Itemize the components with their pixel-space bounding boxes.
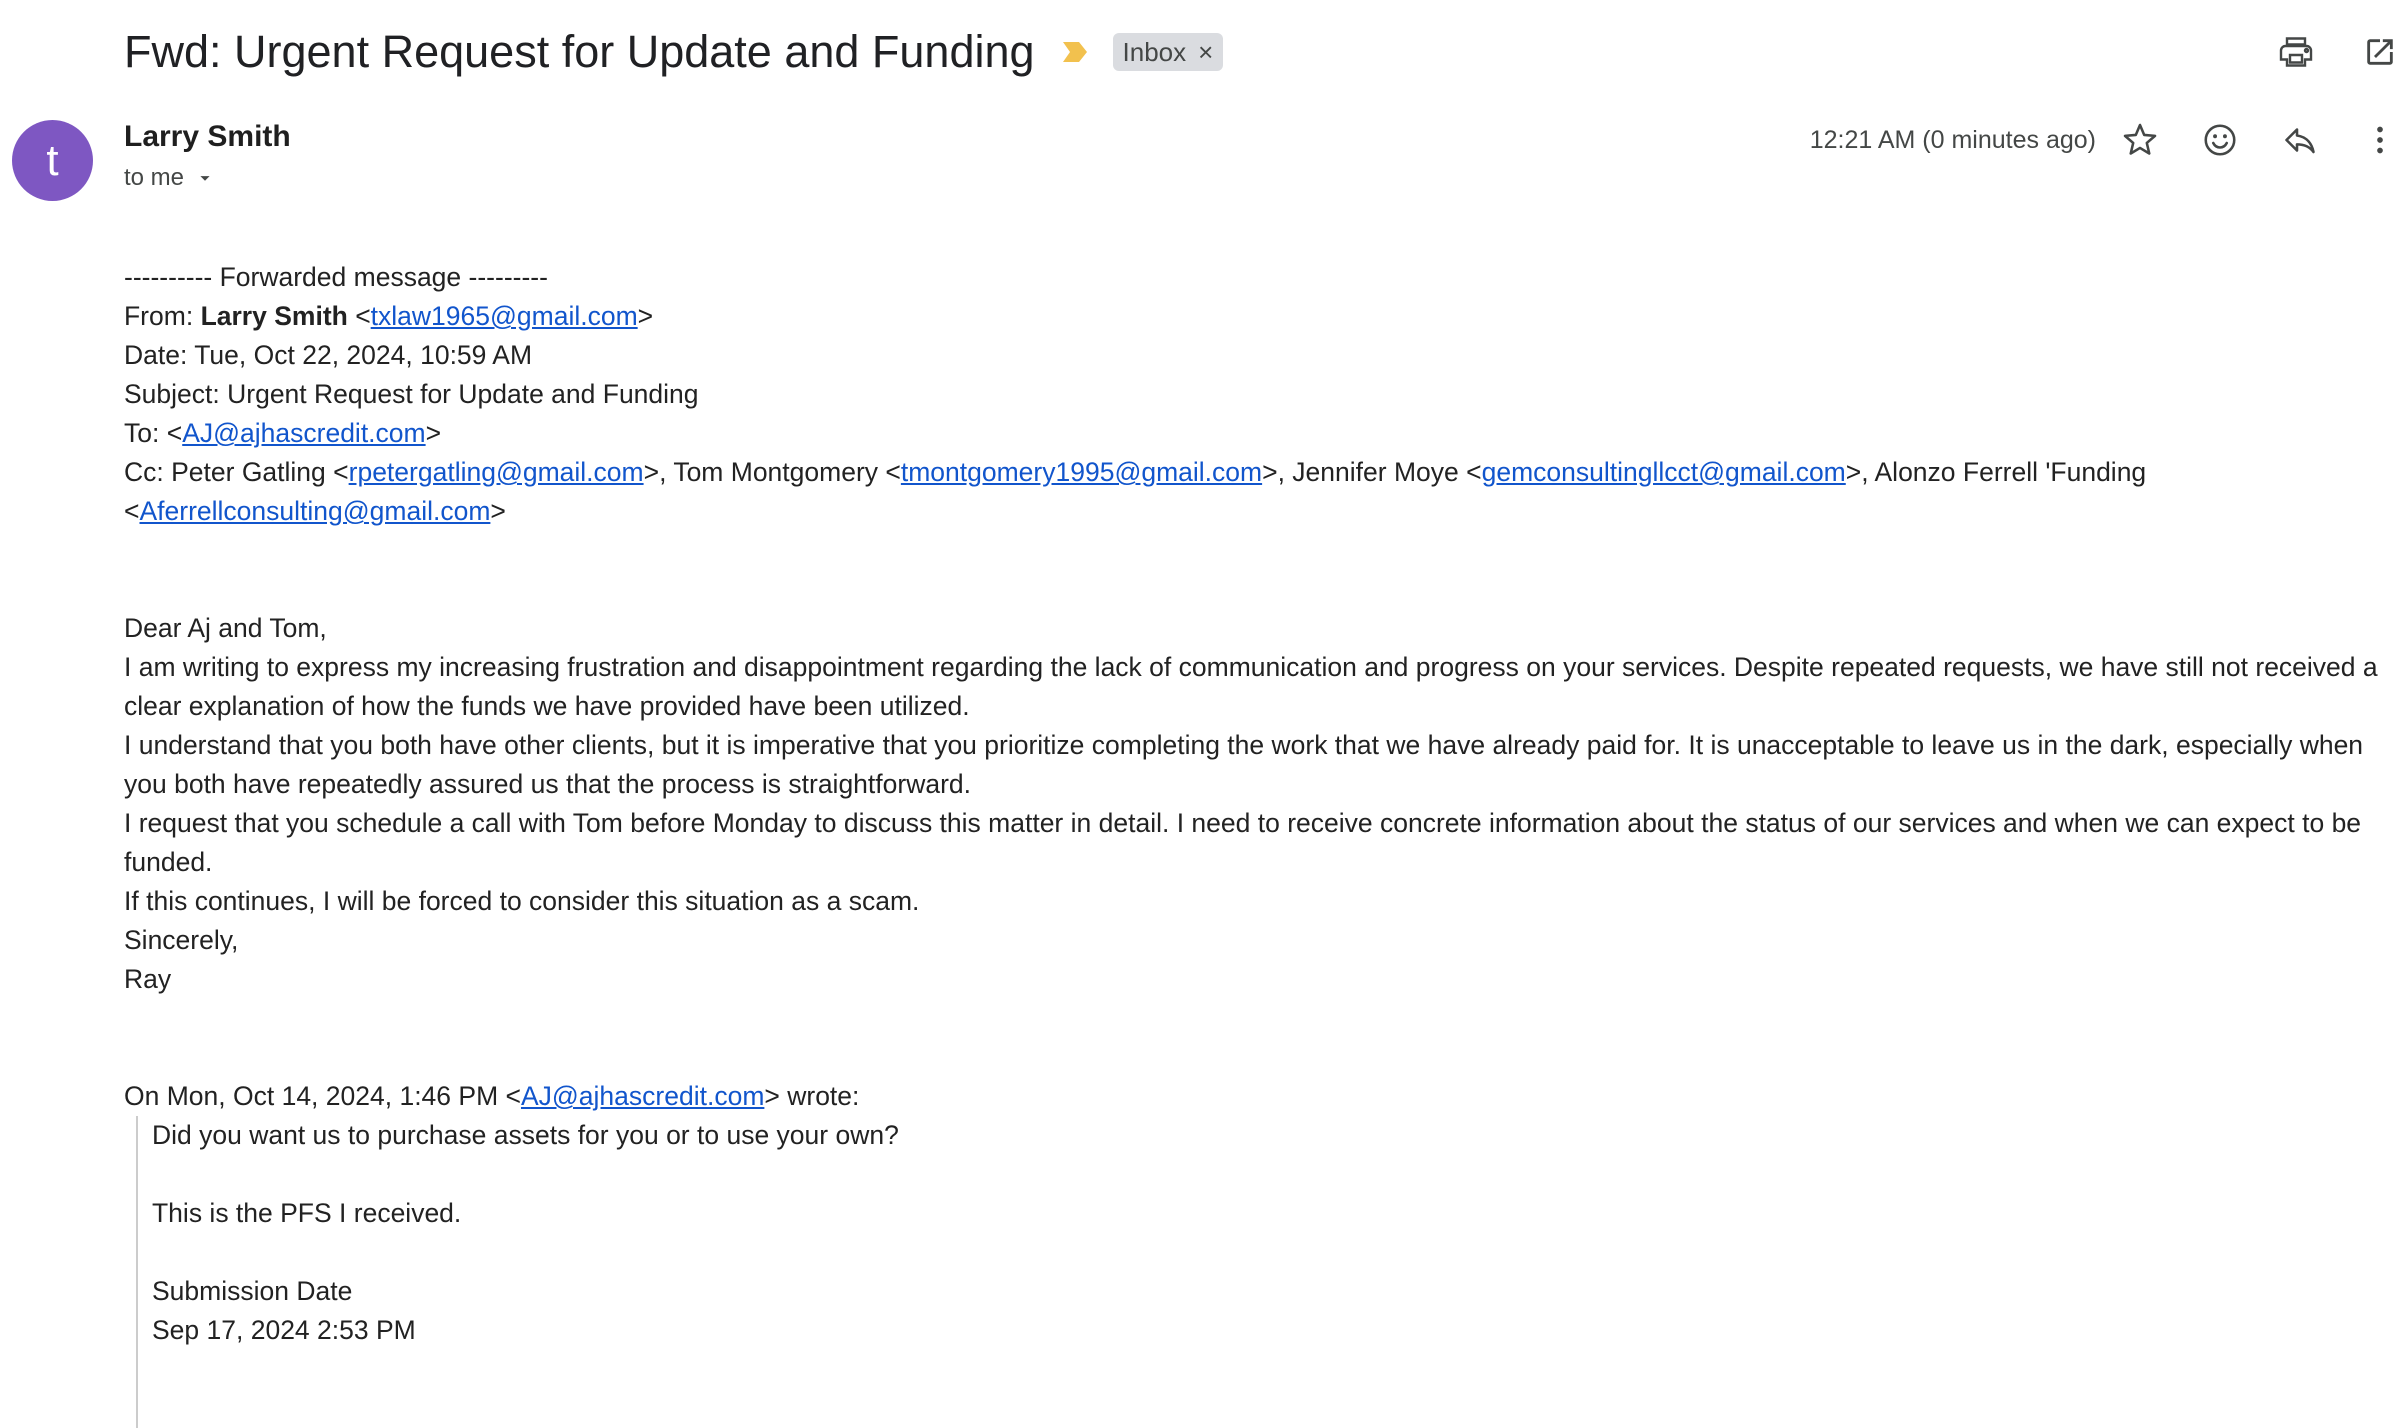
- message-actions: [1810, 118, 2402, 162]
- forwarded-to: To: <AJ@ajhascredit.com>: [124, 418, 442, 448]
- quoted-intro: On Mon, Oct 14, 2024, 1:46 PM <AJ@ajhascredit.com> wrote:: [124, 1081, 860, 1111]
- from-email-link[interactable]: txlaw1965@gmail.com: [370, 301, 638, 331]
- emoji-icon[interactable]: [2198, 118, 2242, 162]
- thread-actions: [2234, 30, 2402, 74]
- chevron-down-icon[interactable]: [194, 167, 216, 189]
- to-email-link[interactable]: AJ@ajhascredit.com: [182, 418, 426, 448]
- open-in-new-window-icon[interactable]: [2358, 30, 2402, 74]
- quoted-line: Submission Date: [152, 1276, 353, 1306]
- subject-row: [124, 22, 1223, 82]
- paragraph-3: I request that you schedule a call with Tom before Monday to discuss this matter in detail. I need to receive concrete information about the status of our services and when we can expect to be funded.: [124, 808, 2362, 877]
- reply-icon[interactable]: [2278, 118, 2322, 162]
- forwarded-date: Date: Tue, Oct 22, 2024, 10:59 AM: [124, 340, 533, 370]
- sender-name[interactable]: Larry Smith: [124, 120, 291, 153]
- star-icon[interactable]: [2118, 118, 2162, 162]
- forwarded-subject: Subject: Urgent Request for Update and Funding: [124, 379, 699, 409]
- quoted-line: This is the PFS I received.: [152, 1198, 462, 1228]
- cc-email-link-3[interactable]: gemconsultingllcct@gmail.com: [1481, 457, 1846, 487]
- forwarded-cc: Cc: Peter Gatling <rpetergatling@gmail.com>, Tom Montgomery <tmontgomery1995@gmail.com>, Jennifer Moye <gemconsultingllcct@gmail.com>, Alonzo Ferrell 'Funding <Aferrellconsulting@gmail.com>: [124, 457, 2147, 526]
- quoted-email-link[interactable]: AJ@ajhascredit.com: [520, 1081, 765, 1111]
- message-body: [124, 258, 2394, 1428]
- remove-label-icon[interactable]: ×: [1198, 36, 1214, 67]
- avatar[interactable]: t: [12, 120, 93, 201]
- cc-email-link-1[interactable]: rpetergatling@gmail.com: [348, 457, 644, 487]
- quoted-line: Did you want us to purchase assets for you or to use your own?: [152, 1120, 899, 1150]
- paragraph-4: If this continues, I will be forced to consider this situation as a scam.: [124, 886, 920, 916]
- label-chip-text: Inbox: [1122, 36, 1187, 67]
- recipient-details[interactable]: [124, 164, 216, 192]
- paragraph-2: I understand that you both have other clients, but it is imperative that you prioritize completing the work that we have already paid for. It is unacceptable to leave us in the dark, especially when you both have repeatedly assured us that the process is straightforward.: [124, 730, 2364, 799]
- timestamp: 12:21 AM (0 minutes ago): [1809, 125, 2096, 154]
- label-chip-inbox[interactable]: [1113, 33, 1224, 71]
- forwarded-from-name: Larry Smith: [200, 301, 348, 331]
- important-marker-icon[interactable]: [1061, 40, 1089, 64]
- forwarded-header: ---------- Forwarded message ---------: [124, 262, 548, 292]
- signature: Ray: [124, 964, 172, 994]
- forwarded-from: From: Larry Smith <txlaw1965@gmail.com>: [124, 301, 654, 331]
- quoted-line: Sep 17, 2024 2:53 PM: [152, 1315, 416, 1345]
- closing: Sincerely,: [124, 925, 239, 955]
- print-icon[interactable]: [2274, 30, 2318, 74]
- cc-email-link-2[interactable]: tmontgomery1995@gmail.com: [900, 457, 1263, 487]
- more-vert-icon[interactable]: [2358, 118, 2402, 162]
- recipient-text: to me: [124, 164, 185, 191]
- cc-email-link-4[interactable]: Aferrellconsulting@gmail.com: [139, 496, 491, 526]
- quoted-text: [136, 1116, 2394, 1428]
- greeting: Dear Aj and Tom,: [124, 613, 327, 643]
- email-subject: Fwd: Urgent Request for Update and Funding: [124, 26, 1035, 77]
- paragraph-1: I am writing to express my increasing frustration and disappointment regarding the lack of communication and progress on your services. Despite repeated requests, we have still not received a clear explanation of how the funds we have provided have been utilized.: [124, 652, 2378, 721]
